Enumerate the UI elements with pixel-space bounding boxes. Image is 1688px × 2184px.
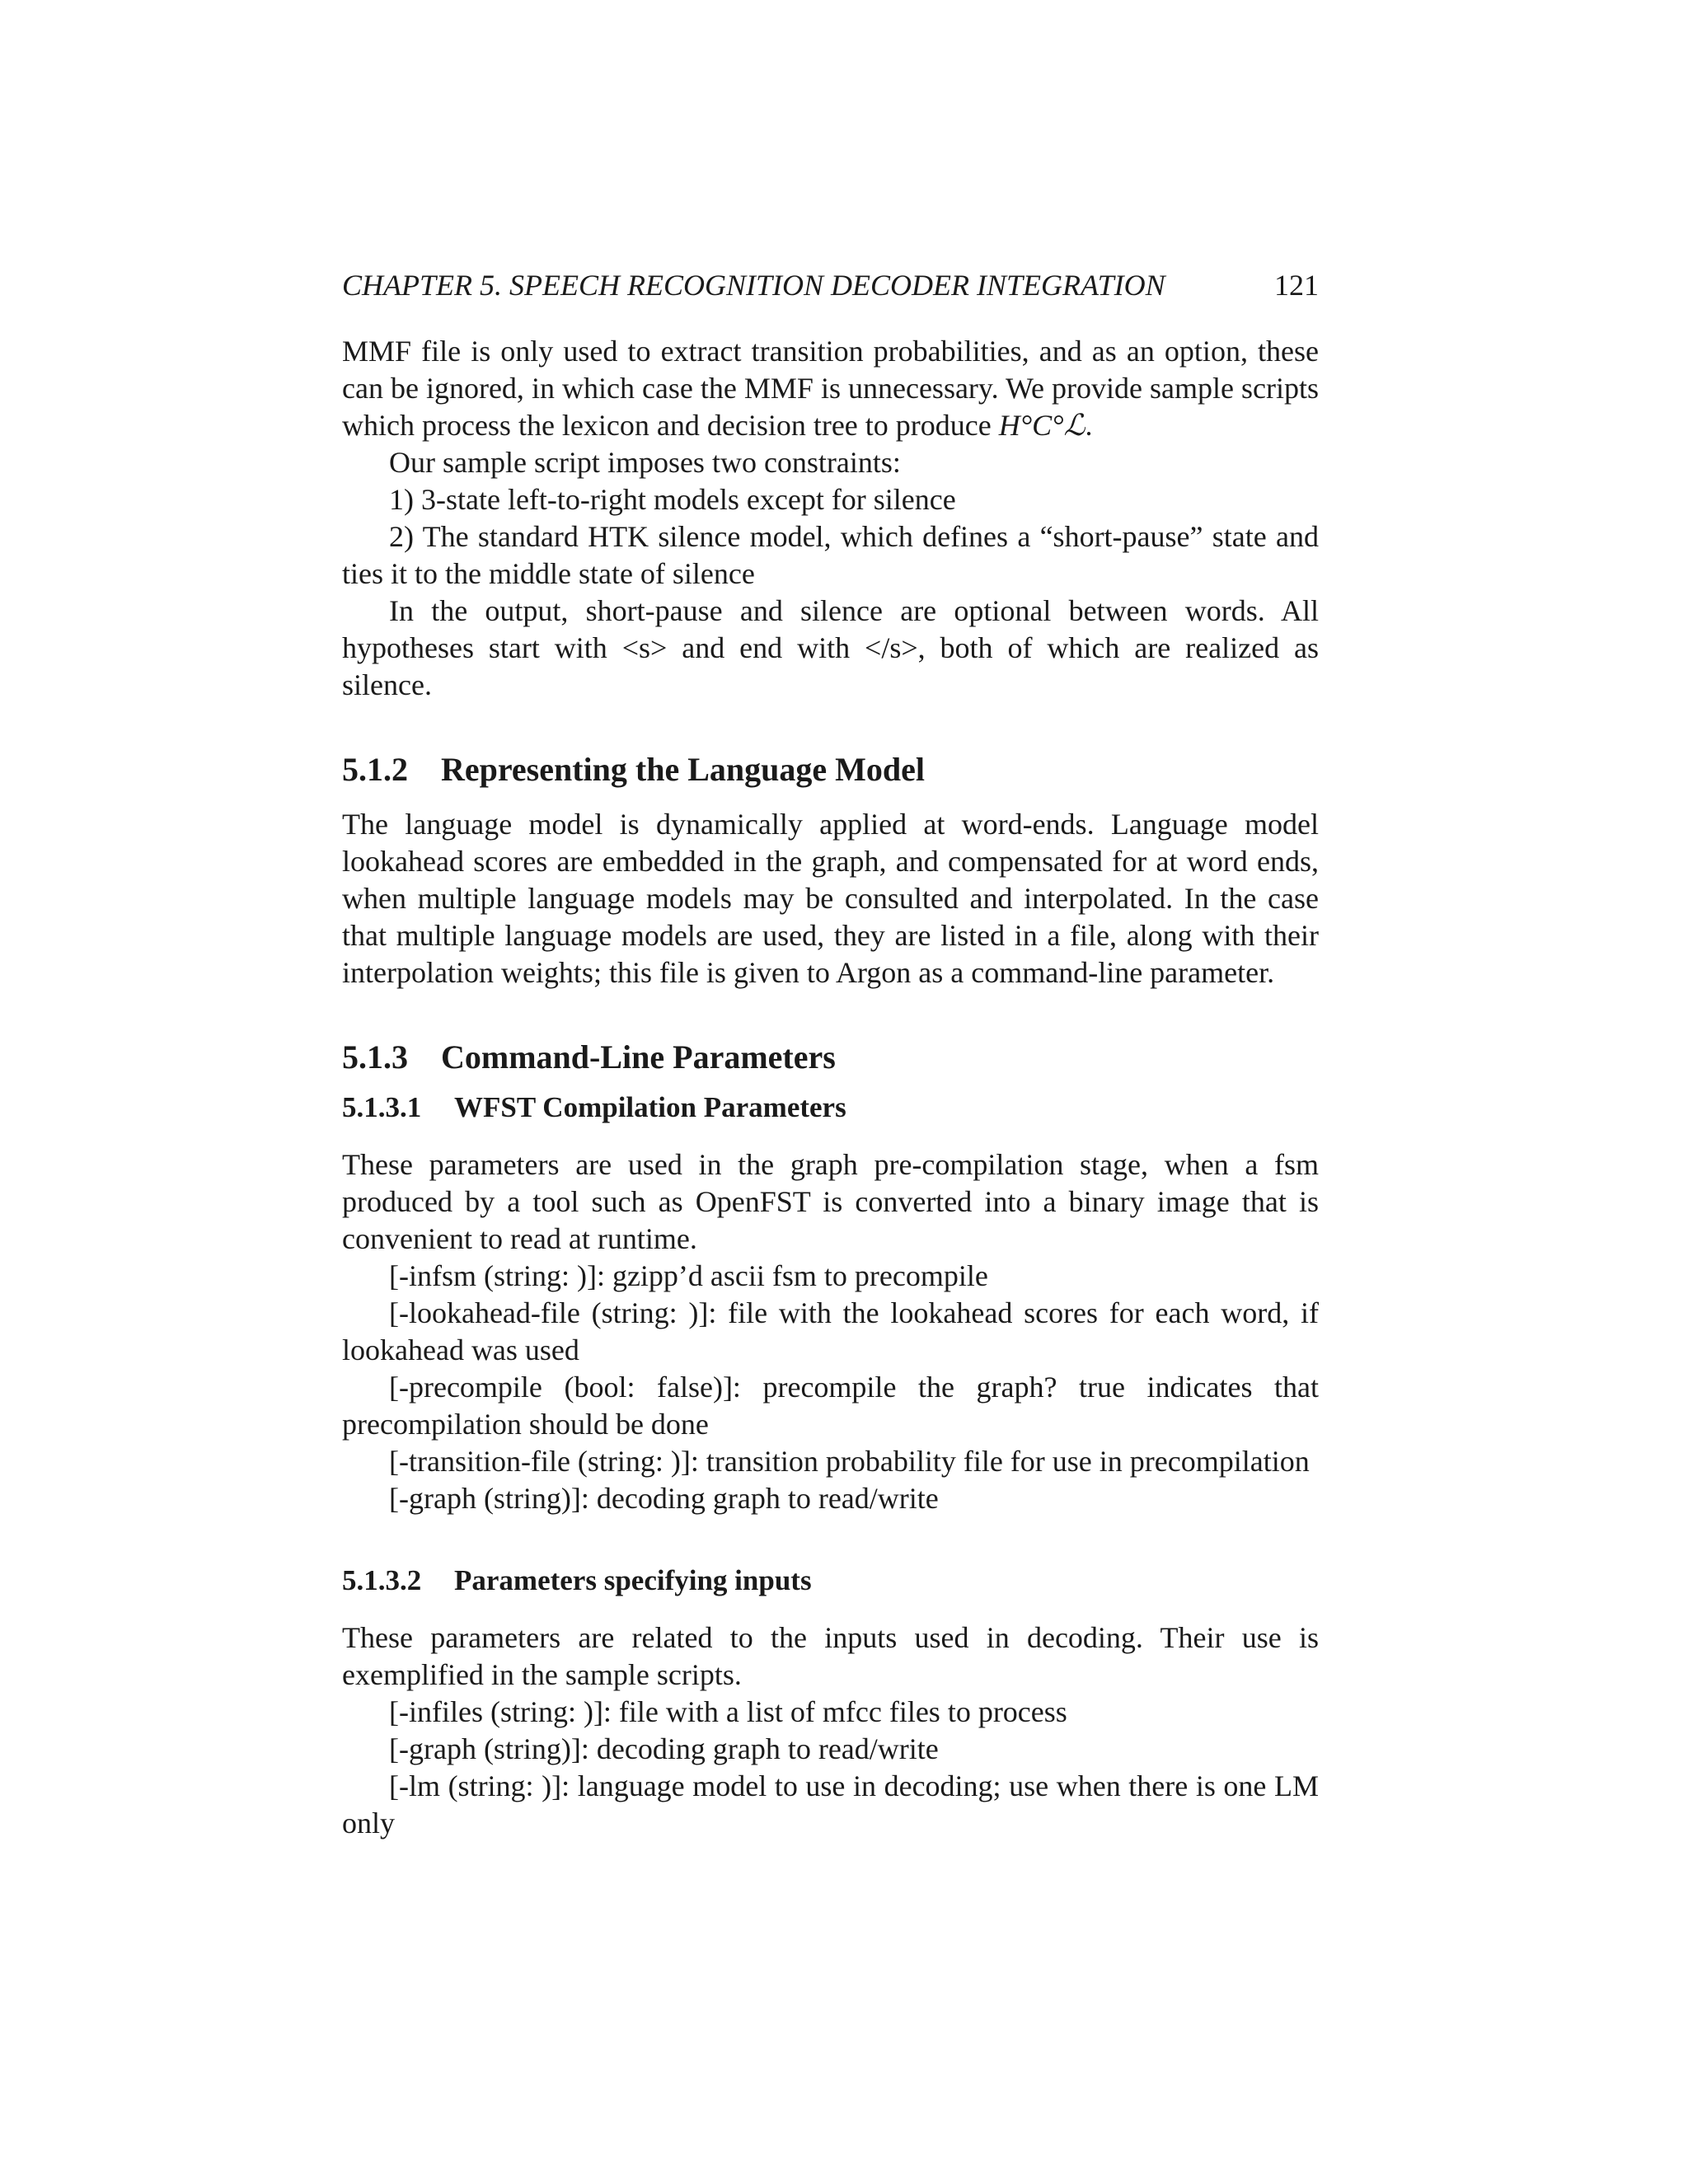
section-heading-513 xyxy=(342,1034,1319,1080)
section-number: 5.1.3 xyxy=(342,1038,408,1076)
param-item: [-precompile (bool: false)]: precompile the graph? true indicates that precompilation should be done xyxy=(342,1371,1319,1441)
running-header xyxy=(342,262,1319,308)
section-heading-512 xyxy=(342,747,1319,793)
param-item: [-graph (string)]: decoding graph to read/write xyxy=(389,1482,939,1515)
param-item: [-lookahead-file (string: )]: file with the lookahead scores for each word, if lookahead was used xyxy=(342,1296,1319,1366)
intro-block xyxy=(342,333,1319,704)
intro-p1-math: H°C°ℒ xyxy=(998,409,1085,442)
section-title: Representing the Language Model xyxy=(441,751,926,788)
chapter-title: CHAPTER 5. SPEECH RECOGNITION DECODER INTEGRATION xyxy=(342,269,1165,302)
section-number: 5.1.2 xyxy=(342,751,408,788)
param-item: [-lm (string: )]: language model to use in decoding; use when there is one LM only xyxy=(342,1769,1319,1840)
param-item: [-infiles (string: )]: file with a list of mfcc files to process xyxy=(389,1695,1067,1728)
intro-paragraph-2: Our sample script imposes two constraints: xyxy=(389,446,901,479)
intro-p1-text: MMF file is only used to extract transition probabilities, and as an option, these can be ignored, in which case the MMF is unnecessary. We provide sample scripts which process the lexicon and decision tree to produce xyxy=(342,335,1319,442)
param-item: [-graph (string)]: decoding graph to read/write xyxy=(389,1732,939,1765)
section-512-paragraph: The language model is dynamically applied at word-ends. Language model lookahead scores are embedded in the graph, and compensated for at word ends, when multiple language models may be consulted and interpolated. In the case that multiple language models are used, they are listed in a file, along with their interpolation weights; this file is given to Argon as a command-line parameter. xyxy=(342,808,1319,989)
subsection-number: 5.1.3.1 xyxy=(342,1091,422,1123)
intro-paragraph-4: 2) The standard HTK silence model, which defines a “short-pause” state and ties it to the middle state of silence xyxy=(342,520,1319,590)
intro-paragraph-3: 1) 3-state left-to-right models except for silence xyxy=(389,483,956,516)
intro-p1-end: . xyxy=(1085,409,1093,442)
param-item: [-infsm (string: )]: gzipp’d ascii fsm to precompile xyxy=(389,1259,988,1292)
subsection-title: WFST Compilation Parameters xyxy=(454,1091,846,1123)
intro-paragraph-1 xyxy=(342,333,1319,444)
section-5132-body xyxy=(342,1619,1319,1842)
section-512-body xyxy=(342,806,1319,991)
section-5131-intro: These parameters are used in the graph pre-compilation stage, when a fsm produced by a tool such as OpenFST is converted into a binary image that is convenient to read at runtime. xyxy=(342,1148,1319,1255)
param-item: [-transition-file (string: )]: transition probability file for use in precompilation xyxy=(389,1445,1310,1478)
section-5131-body xyxy=(342,1146,1319,1517)
section-5132-intro: These parameters are related to the inputs used in decoding. Their use is exemplified in the sample scripts. xyxy=(342,1621,1319,1691)
subsection-heading-5131 xyxy=(342,1087,1319,1128)
section-title: Command-Line Parameters xyxy=(441,1038,836,1076)
subsection-heading-5132 xyxy=(342,1560,1319,1601)
page-number: 121 xyxy=(1274,269,1319,302)
subsection-number: 5.1.3.2 xyxy=(342,1564,422,1596)
intro-paragraph-5: In the output, short-pause and silence are optional between words. All hypotheses start with <s> and end with </s>, both of which are realized as silence. xyxy=(342,594,1319,701)
page xyxy=(342,262,1319,1842)
subsection-title: Parameters specifying inputs xyxy=(454,1564,812,1596)
